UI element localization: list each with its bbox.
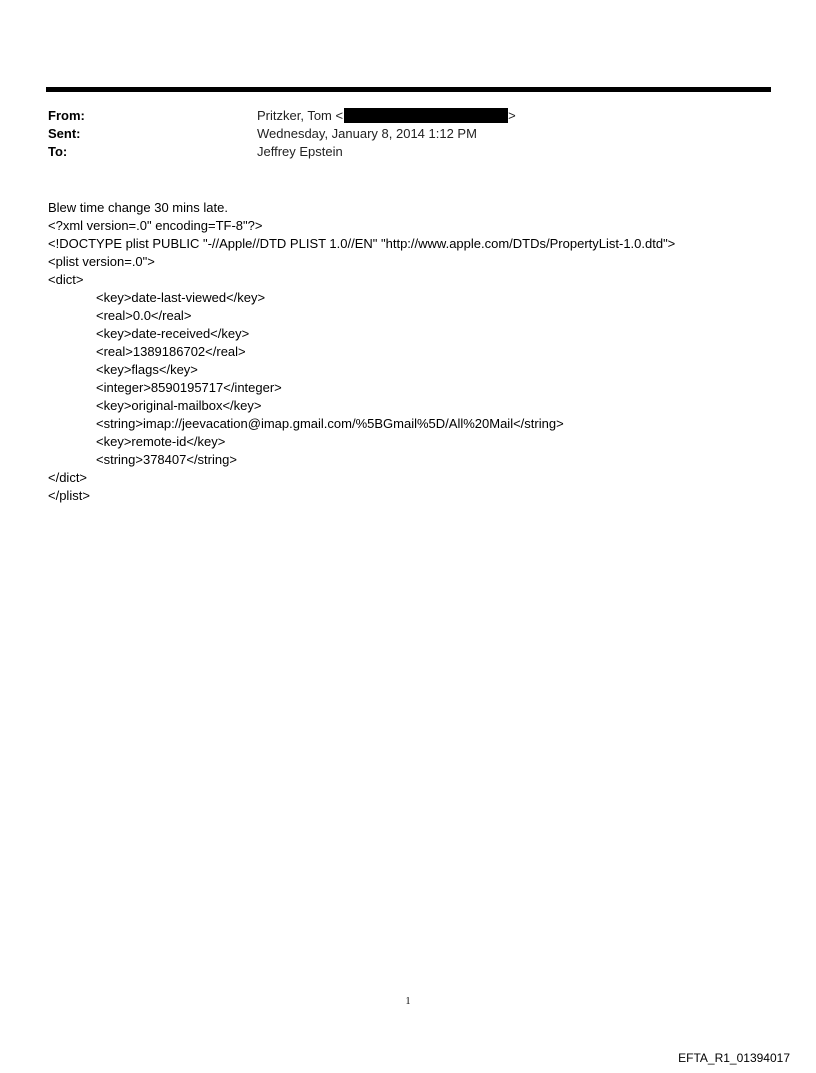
body-line: Blew time change 30 mins late.	[48, 200, 228, 215]
body-line: <integer>8590195717</integer>	[96, 380, 282, 395]
body-line: <key>original-mailbox</key>	[96, 398, 262, 413]
sent-value: Wednesday, January 8, 2014 1:12 PM	[257, 126, 477, 141]
body-line: <real>0.0</real>	[96, 308, 192, 323]
body-line: <dict>	[48, 272, 84, 287]
to-label: To:	[48, 144, 68, 159]
from-close-bracket: >	[508, 108, 516, 123]
body-line: <key>flags</key>	[96, 362, 198, 377]
email-body	[48, 199, 788, 505]
sent-label: Sent:	[48, 126, 81, 141]
body-line: <plist version=.0">	[48, 254, 155, 269]
from-value	[257, 107, 516, 124]
page-number: 1	[405, 996, 411, 1007]
body-line: <key>date-received</key>	[96, 326, 250, 341]
body-line: <key>remote-id</key>	[96, 434, 226, 449]
redacted-email-block	[344, 108, 508, 123]
bates-number: EFTA_R1_01394017	[678, 1051, 790, 1065]
from-row	[48, 107, 728, 124]
body-line: </plist>	[48, 488, 90, 503]
body-line: <real>1389186702</real>	[96, 344, 246, 359]
header-divider-rule	[46, 87, 771, 92]
body-line: <?xml version=.0" encoding=TF-8"?>	[48, 218, 263, 233]
sent-row	[48, 125, 728, 142]
body-line: <!DOCTYPE plist PUBLIC "-//Apple//DTD PLIST 1.0//EN" "http://www.apple.com/DTDs/PropertyList-1.0.dtd">	[48, 236, 676, 251]
from-name: Pritzker, Tom	[257, 108, 332, 123]
body-line: <string>imap://jeevacation@imap.gmail.com/%5BGmail%5D/All%20Mail</string>	[96, 416, 564, 431]
body-line: </dict>	[48, 470, 88, 485]
from-label: From:	[48, 108, 85, 123]
to-row	[48, 143, 728, 160]
body-line: <key>date-last-viewed</key>	[96, 290, 266, 305]
to-value: Jeffrey Epstein	[257, 144, 343, 159]
from-open-bracket: <	[335, 108, 344, 123]
body-line: <string>378407</string>	[96, 452, 237, 467]
